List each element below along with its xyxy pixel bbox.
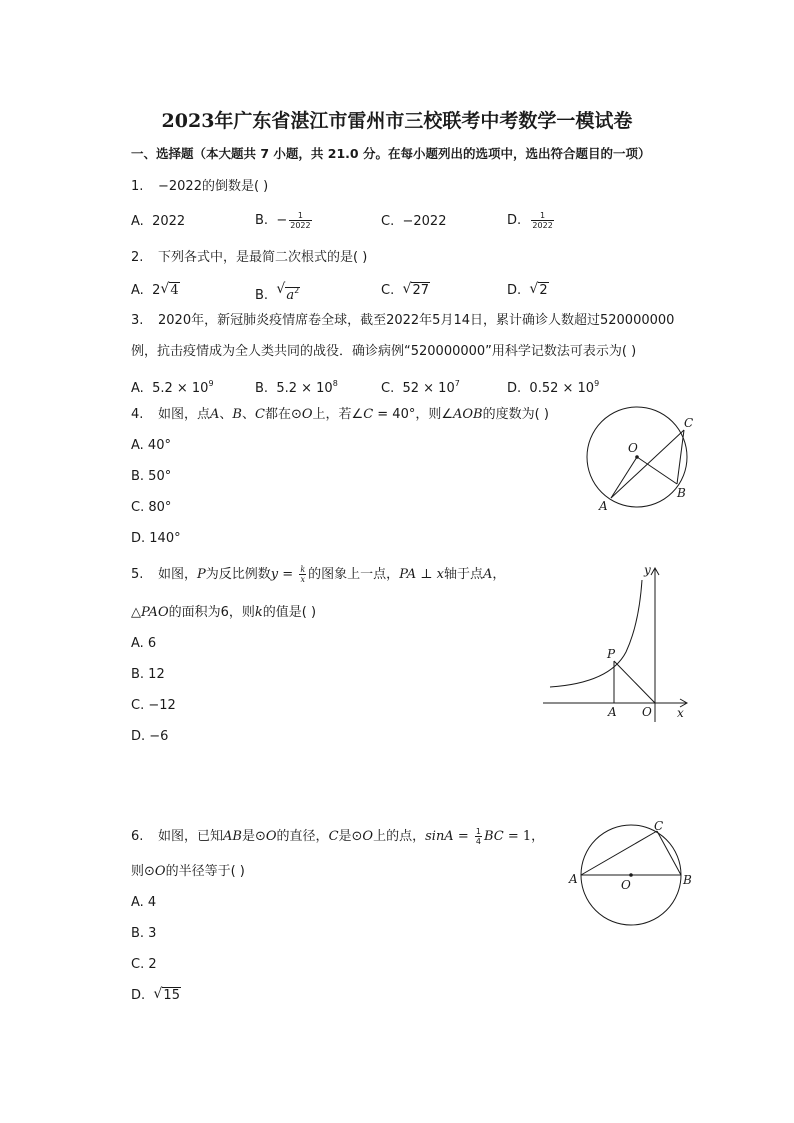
sqrt-symbol: √ 27: [402, 281, 430, 298]
q5-segment-PO: [614, 661, 655, 703]
q6-option-a[interactable]: A. 4: [131, 895, 157, 910]
q3-stem-line2: 例，抗击疫情成为全人类共同的战役．确诊病例“520000000”用科学记数法可表示为( ): [131, 344, 637, 359]
sqrt-symbol: √ $a^2$: [276, 281, 300, 303]
q6-label-O: O: [621, 878, 631, 892]
q5-stem: 如图，P为反比例数y = $\frac{k}{x}$ 的图象上一点，PA ⊥ x轴于点A，: [158, 565, 506, 584]
q2-option-a[interactable]: A. 2 √ 4: [131, 281, 179, 298]
q1-number: 1.: [131, 179, 144, 194]
q6-label-A: A: [569, 872, 578, 886]
q1-option-d[interactable]: D. $\frac{1}{2022}$: [507, 211, 553, 230]
q5-option-a[interactable]: A. 6: [131, 636, 157, 651]
q2-number: 2.: [131, 250, 144, 265]
q5-graph-figure: [540, 560, 695, 730]
sqrt-symbol: √ 4: [160, 281, 179, 298]
q4-number: 4.: [131, 407, 144, 422]
q5-label-P: P: [607, 647, 616, 661]
q6-label-C: C: [654, 819, 664, 833]
q4-option-c[interactable]: C. 80°: [131, 500, 172, 515]
q2-option-b[interactable]: B. √ $a^2$: [255, 281, 300, 303]
q3-number: 3.: [131, 313, 144, 328]
q4-label-B: B: [677, 486, 686, 500]
q3-stem-line1: 2020年，新冠肺炎疫情席卷全球，截至2022年5月14日，累计确诊人数超过520000000: [158, 313, 675, 328]
q5-hyperbola-curve: [550, 580, 642, 687]
q6-fraction: $\frac{1}{4}$: [475, 827, 481, 846]
q6-segment-BC: [657, 831, 681, 875]
q4-center-dot: [635, 455, 639, 459]
q2-option-c[interactable]: C. √ 27: [381, 281, 430, 298]
q5-number: 5.: [131, 567, 144, 582]
q4-option-b[interactable]: B. 50°: [131, 469, 172, 484]
q1-option-b[interactable]: B. − $\frac{1}{2022}$: [255, 211, 311, 230]
q3-option-c[interactable]: C. $52 \times 10^7$: [381, 379, 460, 396]
sqrt-symbol: √ 15: [153, 986, 180, 1003]
q5-label-A: A: [608, 705, 617, 719]
q1-option-c[interactable]: C. −2022: [381, 214, 447, 229]
q5-option-d[interactable]: D. −6: [131, 729, 169, 744]
sqrt-symbol: √ 2: [529, 281, 548, 298]
q5-label-x: x: [677, 706, 684, 720]
page-title: 2023年广东省湛江市雷州市三校联考中考数学一模试卷: [161, 110, 633, 132]
q1-stem: −2022的倒数是( ): [158, 179, 269, 194]
q5-fraction: $\frac{k}{x}$: [300, 565, 306, 584]
q4-segment-OB: [637, 457, 677, 484]
q6-center-dot: [629, 873, 633, 877]
q4-segment-AC: [611, 430, 684, 498]
q6-stem-line2: 则⊙O的半径等于( ): [131, 864, 245, 879]
q4-option-a[interactable]: A. 40°: [131, 438, 171, 453]
q6-number: 6.: [131, 829, 144, 844]
section-heading: 一、选择题（本大题共 7 小题，共 21.0 分。在每小题列出的选项中，选出符合题目的一项）: [131, 146, 651, 161]
q1-option-a[interactable]: A. 2022: [131, 214, 186, 229]
q5-label-O: O: [642, 705, 652, 719]
q4-stem: 如图，点A、B、C都在⊙O上，若∠C = 40°，则∠AOB的度数为( ): [158, 407, 549, 422]
q6-circle-figure: [565, 818, 705, 936]
q5-option-b[interactable]: B. 12: [131, 667, 165, 682]
q4-circle-figure: [580, 400, 710, 520]
q1-d-fraction: $\frac{1}{2022}$: [532, 211, 553, 230]
q6-segment-AC: [581, 831, 657, 875]
q4-label-O: O: [628, 441, 638, 455]
q2-stem: 下列各式中，是最简二次根式的是( ): [158, 250, 368, 265]
q2-option-d[interactable]: D. √ 2: [507, 281, 548, 298]
q6-stem: 如图，已知AB是⊙O的直径，C是⊙O上的点，sinA = $\frac{1}{4}$ BC = 1，: [158, 827, 545, 846]
q4-label-C: C: [684, 416, 694, 430]
q6-option-d[interactable]: D. √ 15: [131, 986, 180, 1003]
q3-option-a[interactable]: A. $5.2 \times 10^9$: [131, 379, 214, 396]
q1-b-fraction: $\frac{1}{2022}$: [290, 211, 311, 230]
q5-option-c[interactable]: C. −12: [131, 698, 176, 713]
q6-label-B: B: [683, 873, 692, 887]
q6-option-c[interactable]: C. 2: [131, 957, 157, 972]
q3-option-d[interactable]: D. $0.52 \times 10^9$: [507, 379, 600, 396]
q3-option-b[interactable]: B. $5.2 \times 10^8$: [255, 379, 338, 396]
q4-label-A: A: [599, 499, 608, 513]
q5-label-y: y: [644, 563, 651, 577]
q4-option-d[interactable]: D. 140°: [131, 531, 181, 546]
q6-option-b[interactable]: B. 3: [131, 926, 157, 941]
q5-stem-line2: △PAO的面积为6，则k的值是( ): [131, 605, 317, 620]
